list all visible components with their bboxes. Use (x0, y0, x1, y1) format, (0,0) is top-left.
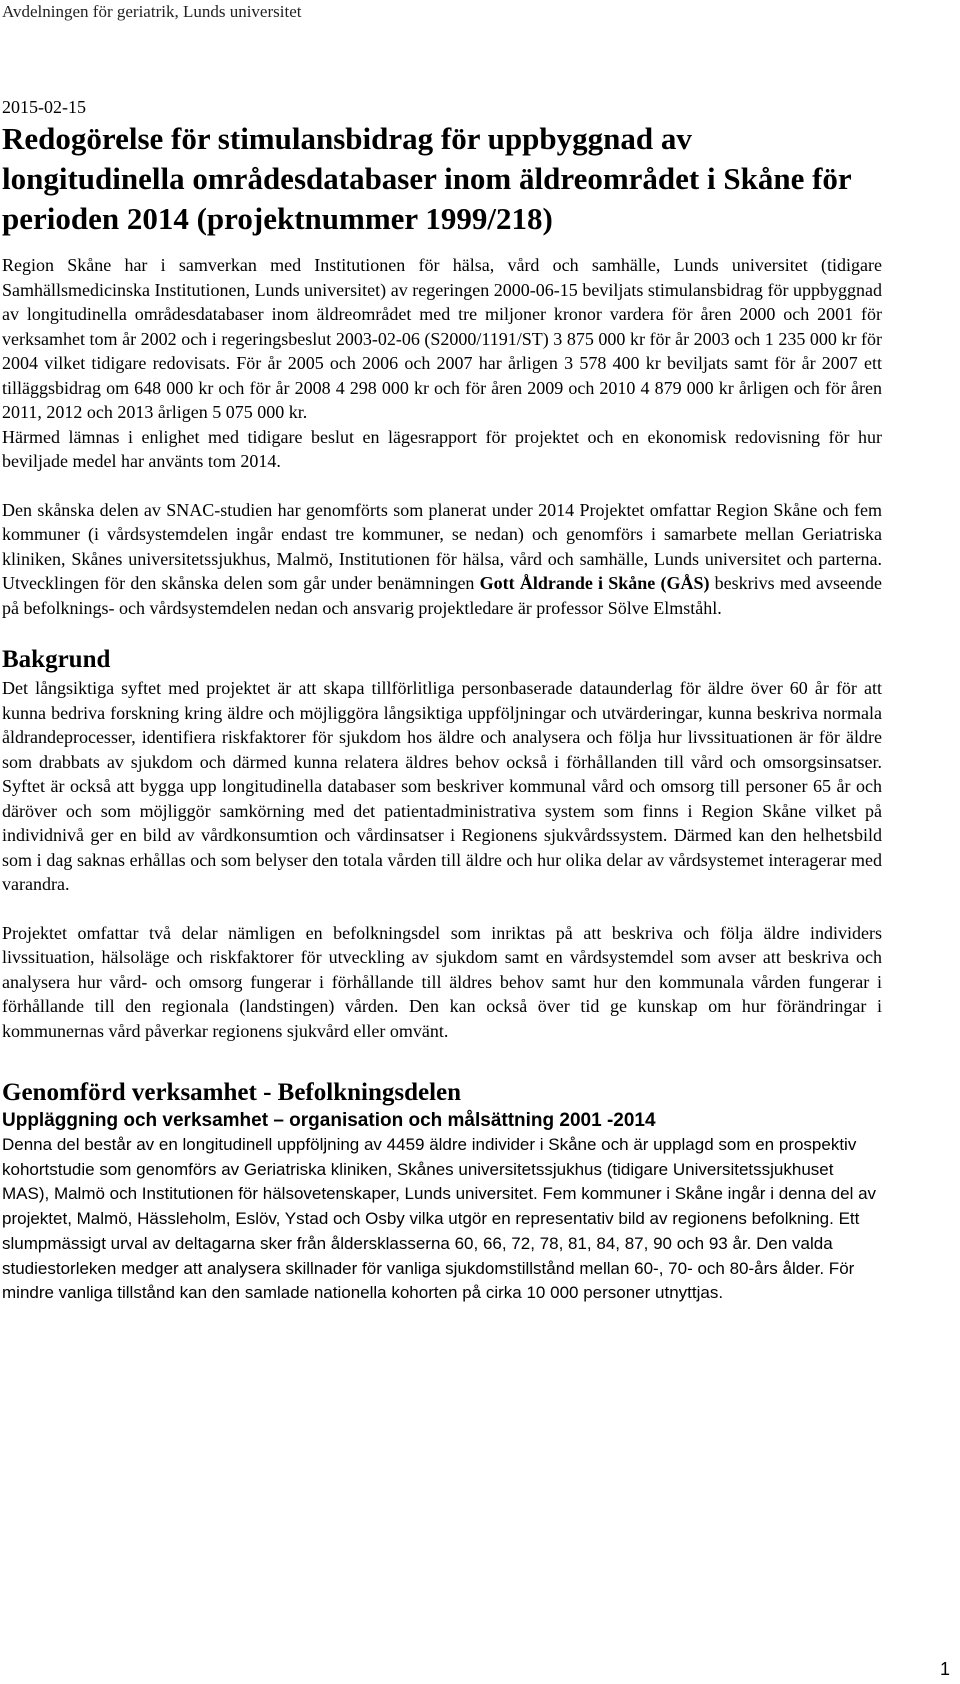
spacer (2, 1043, 882, 1077)
befolkningsdelen-paragraph: Denna del består av en longitudinell uppföljning av 4459 äldre individer i Skåne och är upplagd som en prospektiv kohortstudie som genomförs av Geriatriska kliniken, Skånes universitetssjukhus (tidigare Universitetssjukhuset MAS), Malmö och Institutionen för hälsovetenskaper, Lunds universitet. Fem kommuner i Skåne ingår i denna del av projektet, Malmö, Hässleholm, Eslöv, Ystad och Osby vilka utgör en representativ bild av regionens befolkning. Ett slumpmässigt urval av deltagarna sker från åldersklasserna 60, 66, 72, 78, 81, 84, 87, 90 och 93 år. Den valda studiestorleken medger att analysera skillnader för vanliga sjukdomstillstånd mellan 60-, 70- och 80-års ålder. För mindre vanliga tillstånd kan den samlade nationella kohorten på cirka 10 000 personer utnyttjas. (2, 1135, 877, 1303)
running-header: Avdelningen för geriatrik, Lunds universitet (2, 2, 302, 21)
document-title: Redogörelse för stimulansbidrag för uppbyggnad av longitudinella områdesdatabaser inom äldreområdet i Skåne för perioden 2014 (projektnummer 1999/218) (2, 121, 852, 236)
page-number: 1 (939, 1659, 950, 1679)
project-name: Gott Åldrande i Skåne (GÅS) (479, 573, 710, 593)
background-paragraph-2: Projektet omfattar två delar nämligen en befolkningsdel som inriktas på att beskriva och följa äldre individers livssituation, hälsoläge och riskfaktorer för utveckling av sjukdom samt en vårdsystemdel som avser att beskriva och analysera hur vård- och omsorg fungerar i förhållande till äldres behov samt hur den kommunala vården fungerar i förhållande till den regionala (landstingen) vården. Den kan också över tid ge kunskap om hur förändringar i kommunernas vård påverkar regionens sjukvård eller omvänt. (2, 922, 882, 1041)
snac-paragraph (2, 498, 882, 621)
heading-bakgrund: Bakgrund (2, 646, 111, 673)
document-date: 2015-02-15 (2, 97, 86, 117)
spacer (2, 474, 882, 498)
spacer (2, 897, 882, 921)
intro-paragraph-summary: Härmed lämnas i enlighet med tidigare beslut en lägesrapport för projektet och en ekonomisk redovisning för hur beviljade medel har använts tom 2014. (2, 426, 882, 471)
document-body (2, 95, 882, 1306)
snac-text-start: Den skånska delen av SNAC-studien har genomförts som planerat under 2014 Projektet omfattar Region Skåne och fem kommuner (i vårdsystemdelen ingår endast tre kommuner, se nedan) och genomförs i samarbete mellan Geriatriska kliniken, Skånes universitetssjukhus, Malmö, Institutionen för hälsa, vård och samhälle, Lunds universitet och parterna. Utvecklingen för den skånska delen som går under benämningen (2, 499, 882, 593)
subheading-upplaggning: Uppläggning och verksamhet – organisation och målsättning 2001 -2014 (2, 1110, 656, 1131)
background-paragraph: Det långsiktiga syftet med projektet är att skapa tillförlitliga personbaserade dataunderlag för äldre över 60 år för att kunna bedriva forskning kring äldre och möjliggöra långsiktiga uppföljningar och utvärderingar, kunna beskriva normala åldrandeprocesser, identifiera riskfaktorer för sjukdom hos äldre och analysera och följa hur livssituationen är för äldre som drabbats av sjukdom och därmed kunna relatera äldres behov också i förhållanden till vård och omsorgsinsatser. Syftet är också att bygga upp longitudinella databaser som beskriver kommunal vård och omsorg till personer 65 år och däröver och som möjliggör samkörning med det patientadministrativa system som finns i Region Skåne vilket på individnivå ger en bild av vårdkonsumtion och vårdinsatser i Regionens sjukvårdssystem. Därmed kan den helhetsbild som i dag saknas erhållas och som belyser den totala vården till äldre och hur olika delar av vårdsystemet interagerar med varandra. (2, 678, 882, 894)
snac-text-end: beskrivs med avseende på befolknings- och vårdsystemdelen nedan och ansvarig projektledare är professor Sölve Elmståhl. (2, 573, 882, 618)
intro-paragraph: Region Skåne har i samverkan med Institutionen för hälsa, vård och samhälle, Lunds universitet (tidigare Samhällsmedicinska Institutionen, Lunds universitet) av regeringen 2000-06-15 beviljats stimulansbidrag för uppbyggnad av longitudinella områdesdatabaser inom äldreområdet med tre miljoner kronor vardera för åren 2000 och 2001 för verksamhet tom år 2002 och i regeringsbeslut 2003-02-06 (S2000/1191/ST) 3 875 000 kr för år 2003 och 1 235 000 kr för 2004 vilket tidigare redovisats. För år 2005 och 2006 och 2007 har årligen 3 578 400 kr beviljats samt för år 2007 ett tilläggsbidrag om 648 000 kr och för år 2008 4 298 000 kr och för åren 2009 och 2010 4 879 000 kr årligen och för åren 2011, 2012 och 2013 årligen 5 075 000 kr. (2, 255, 882, 422)
spacer (2, 620, 882, 644)
heading-genomford-verksamhet: Genomförd verksamhet - Befolkningsdelen (2, 1079, 462, 1106)
